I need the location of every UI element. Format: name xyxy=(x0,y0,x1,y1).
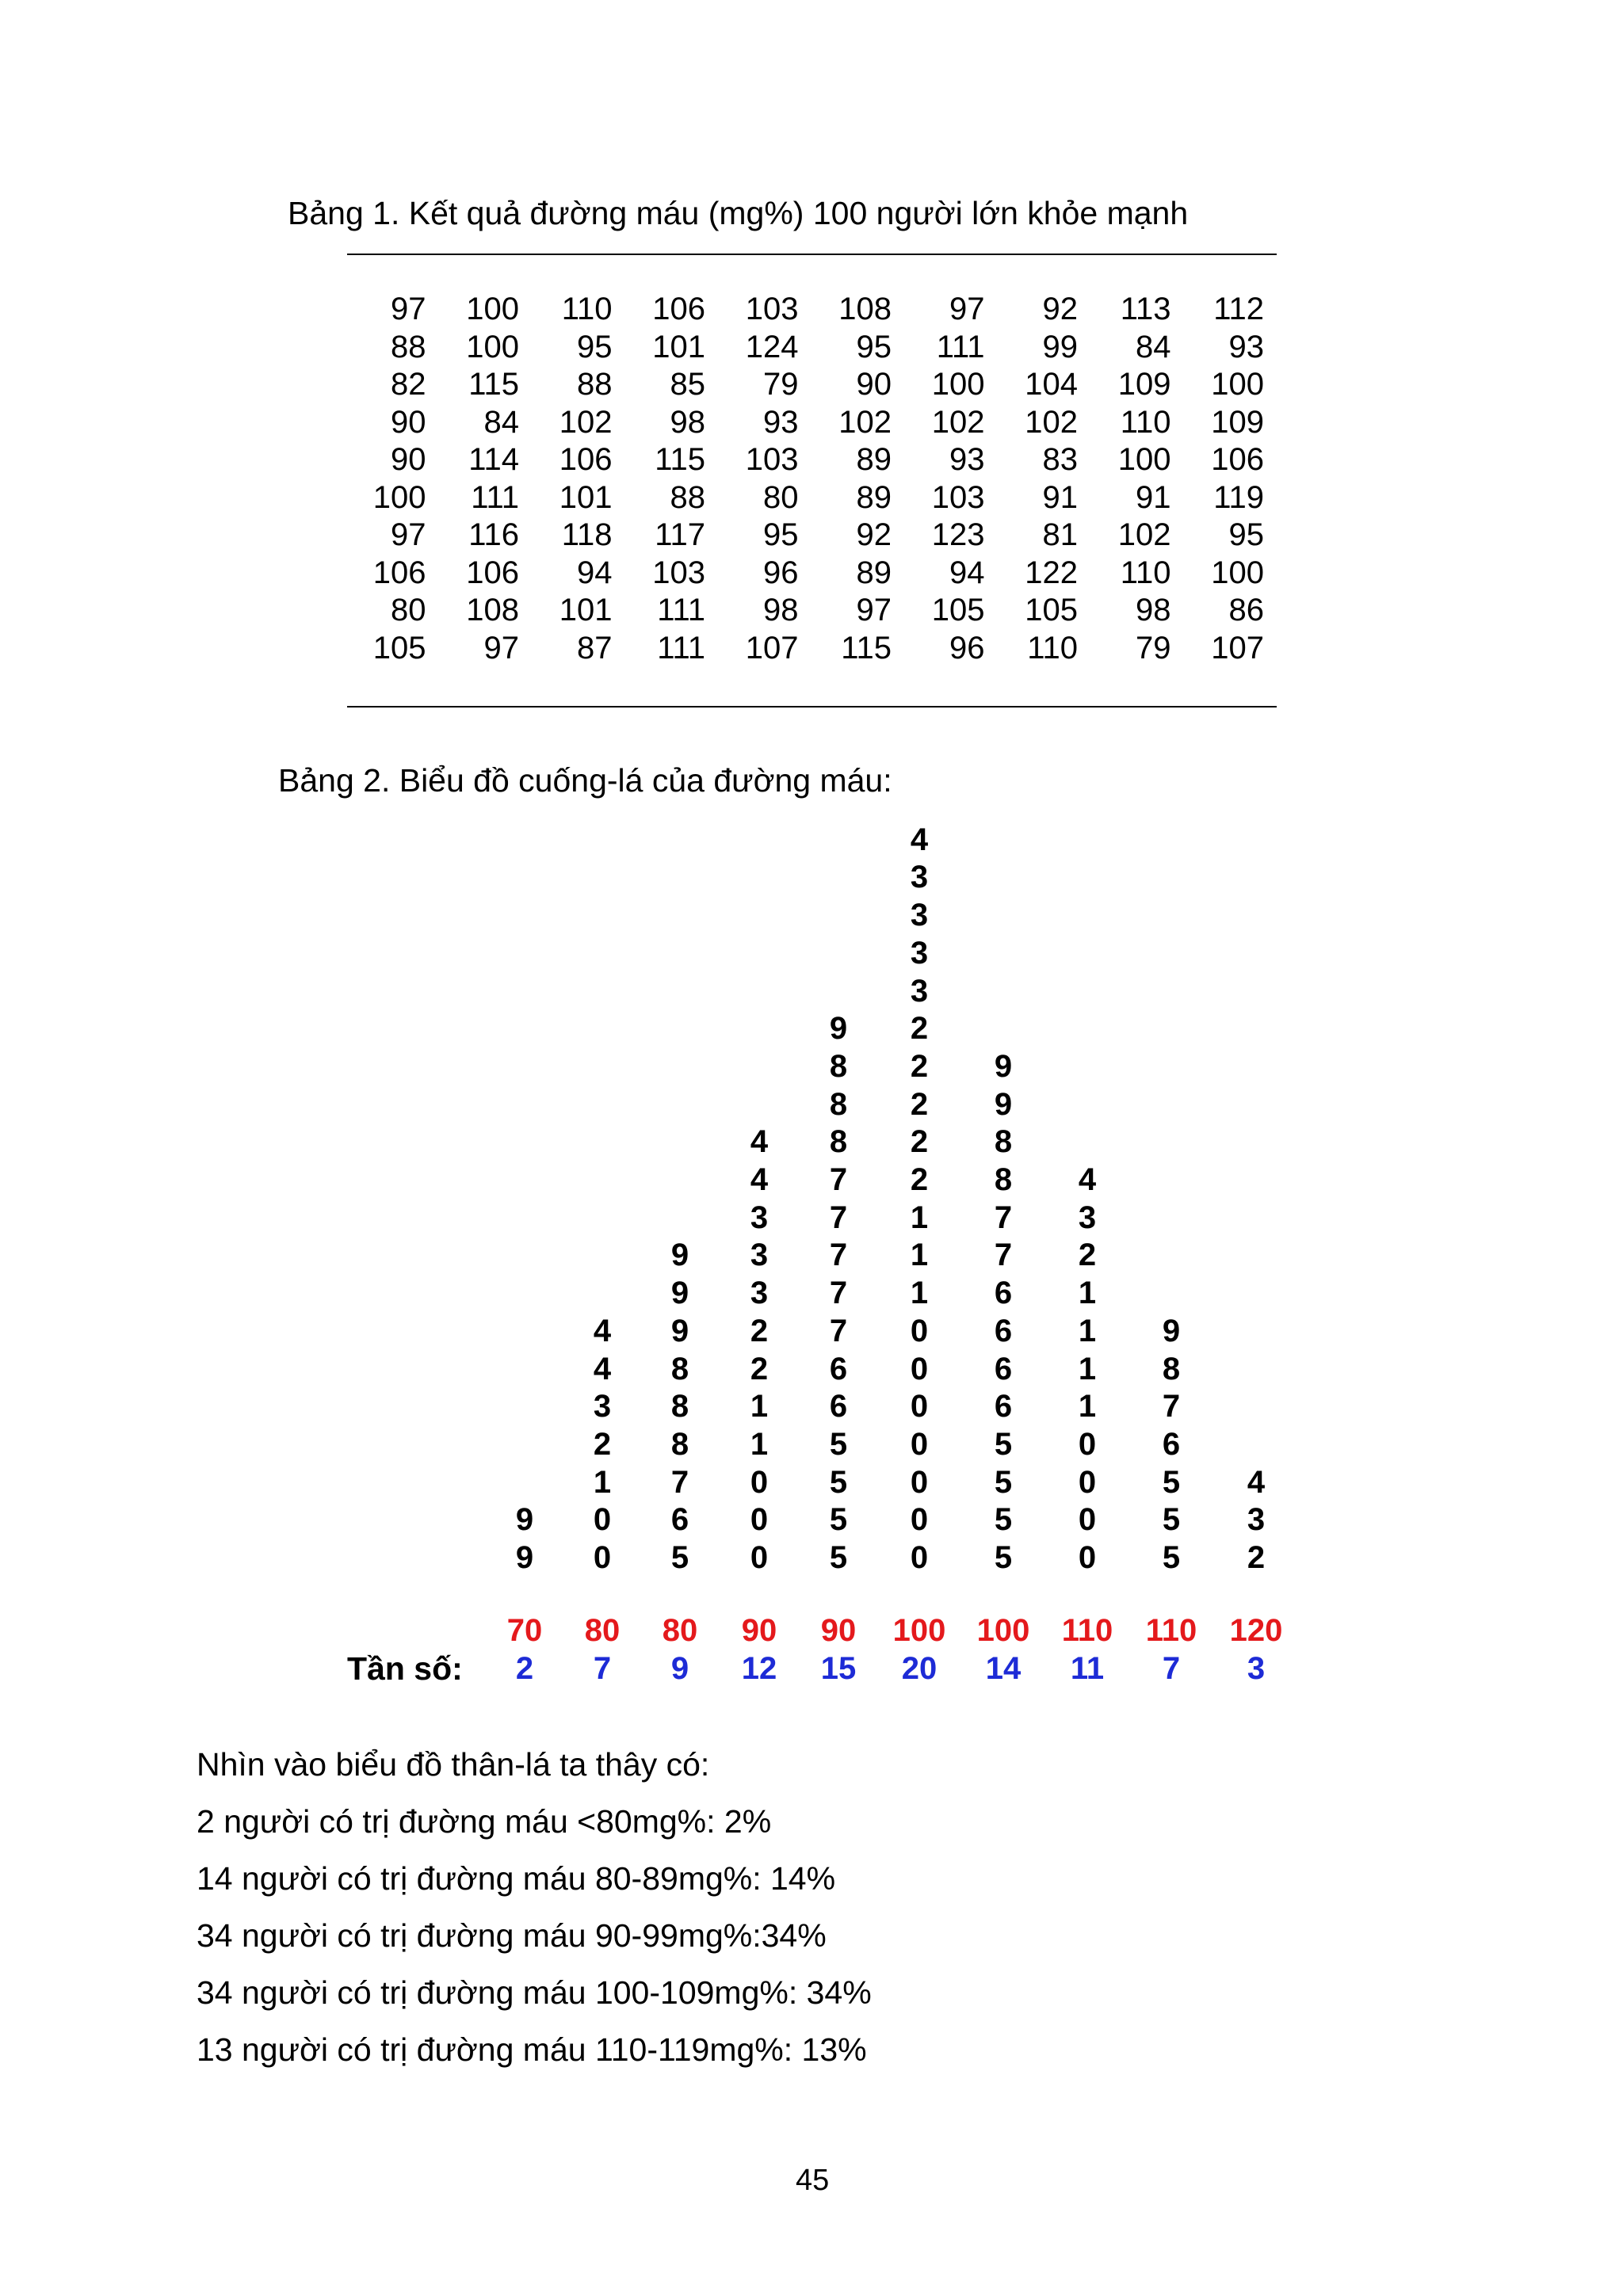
table-cell: 103 xyxy=(652,555,705,590)
table-cell: 115 xyxy=(468,367,519,402)
stem-leaf-digit: 5 xyxy=(1162,1502,1181,1538)
table-cell: 88 xyxy=(577,367,613,402)
table-cell: 92 xyxy=(856,517,892,552)
stem-leaf-digit: 8 xyxy=(829,1124,848,1160)
table-cell: 102 xyxy=(931,404,985,440)
table-cell: 118 xyxy=(561,517,613,552)
table-cell: 101 xyxy=(559,593,613,627)
stem-leaf-digit: 1 xyxy=(1078,1389,1097,1425)
table-cell: 98 xyxy=(670,404,705,440)
table-cell: 83 xyxy=(1042,442,1078,477)
stem-value: 90 xyxy=(820,1613,857,1648)
table-cell: 93 xyxy=(949,442,985,477)
table-cell: 93 xyxy=(763,404,799,440)
stem-leaf-digit: 9 xyxy=(1162,1313,1181,1348)
table-cell: 114 xyxy=(468,442,519,477)
frequency-value: 7 xyxy=(1162,1651,1181,1686)
stem-leaf-digit: 6 xyxy=(994,1351,1013,1386)
table-cell: 97 xyxy=(391,517,426,552)
frequency-value: 7 xyxy=(593,1651,612,1686)
table-cell: 97 xyxy=(949,292,985,326)
frequency-value: 14 xyxy=(985,1651,1022,1686)
table1-top-rule xyxy=(347,254,1277,255)
frequency-label: Tần số: xyxy=(347,1650,463,1687)
stem-leaf-digit: 5 xyxy=(829,1426,848,1462)
stem-leaf-digit: 3 xyxy=(593,1389,612,1425)
stem-leaf-digit: 1 xyxy=(750,1389,769,1425)
summary-intro: Nhìn vào biểu đồ thân-lá ta thây có: xyxy=(197,1746,710,1783)
stem-leaf-digit: 3 xyxy=(1247,1502,1266,1538)
stem-leaf-digit: 3 xyxy=(910,860,929,895)
frequency-value: 2 xyxy=(515,1651,534,1686)
stem-leaf-digit: 5 xyxy=(829,1464,848,1500)
stem-leaf-digit: 3 xyxy=(750,1199,769,1235)
table-cell: 82 xyxy=(391,367,426,402)
stem-leaf-digit: 6 xyxy=(994,1276,1013,1311)
frequency-value: 3 xyxy=(1247,1651,1266,1686)
table-cell: 89 xyxy=(856,555,892,590)
stem-leaf-digit: 2 xyxy=(750,1351,769,1386)
stem-leaf-digit: 9 xyxy=(515,1502,534,1538)
table-cell: 106 xyxy=(1211,442,1264,477)
stem-leaf-digit: 7 xyxy=(829,1276,848,1311)
table-cell: 94 xyxy=(577,555,613,590)
stem-leaf-digit: 2 xyxy=(750,1313,769,1348)
stem-leaf-digit: 5 xyxy=(994,1426,1013,1462)
stem-leaf-digit: 0 xyxy=(593,1540,612,1575)
table-cell: 119 xyxy=(1213,479,1264,515)
page-number: 45 xyxy=(796,2164,830,2197)
stem-leaf-digit: 5 xyxy=(829,1502,848,1538)
table-cell: 94 xyxy=(949,555,985,590)
stem-leaf-digit: 7 xyxy=(829,1238,848,1273)
table-cell: 96 xyxy=(763,555,799,590)
table-cell: 109 xyxy=(1117,367,1171,402)
table-cell: 103 xyxy=(745,442,799,477)
table-cell: 79 xyxy=(763,367,799,402)
stem-leaf-digit: 1 xyxy=(910,1276,929,1311)
stem-leaf-digit: 2 xyxy=(910,1086,929,1122)
stem-leaf-digit: 4 xyxy=(593,1313,612,1348)
table-cell: 100 xyxy=(372,479,426,515)
stem-leaf-digit: 5 xyxy=(994,1502,1013,1538)
table-cell: 85 xyxy=(670,367,705,402)
table-cell: 90 xyxy=(391,404,426,440)
stem-leaf-digit: 6 xyxy=(829,1389,848,1425)
table-cell: 106 xyxy=(466,555,519,590)
table-cell: 97 xyxy=(856,593,892,627)
stem-leaf-digit: 0 xyxy=(750,1464,769,1500)
table-cell: 111 xyxy=(657,630,705,666)
stem-leaf-digit: 0 xyxy=(1078,1426,1097,1462)
stem-leaf-digit: 0 xyxy=(750,1502,769,1538)
table-cell: 102 xyxy=(1025,404,1078,440)
stem-leaf-digit: 0 xyxy=(910,1389,929,1425)
table-cell: 122 xyxy=(1025,555,1078,590)
stem-leaf-digit: 4 xyxy=(593,1351,612,1386)
stem-leaf-digit: 5 xyxy=(994,1540,1013,1575)
stem-leaf-digit: 2 xyxy=(593,1426,612,1462)
table-cell: 91 xyxy=(1042,479,1078,515)
stem-value: 110 xyxy=(1061,1613,1113,1648)
table-cell: 115 xyxy=(655,442,705,477)
stem-leaf-digit: 7 xyxy=(994,1238,1013,1273)
stem-leaf-digit: 3 xyxy=(910,935,929,971)
stem-leaf-digit: 4 xyxy=(1078,1162,1097,1197)
stem-leaf-digit: 3 xyxy=(750,1276,769,1311)
stem-leaf-digit: 8 xyxy=(994,1124,1013,1160)
stem-leaf-digit: 9 xyxy=(670,1238,689,1273)
stem-leaf-digit: 4 xyxy=(910,822,929,857)
table-cell: 107 xyxy=(745,630,799,666)
table-cell: 98 xyxy=(763,593,799,627)
stem-leaf-digit: 1 xyxy=(910,1199,929,1235)
table-cell: 105 xyxy=(1025,593,1078,627)
stem-leaf-digit: 7 xyxy=(1162,1389,1181,1425)
stem-leaf-digit: 3 xyxy=(750,1238,769,1273)
stem-value: 100 xyxy=(892,1613,946,1648)
stem-leaf-digit: 0 xyxy=(910,1313,929,1348)
stem-leaf-digit: 0 xyxy=(910,1502,929,1538)
table-cell: 100 xyxy=(1211,367,1264,402)
stem-value: 70 xyxy=(506,1613,543,1648)
table-cell: 111 xyxy=(657,593,705,627)
table1-bottom-rule xyxy=(347,706,1277,707)
summary-line: 2 người có trị đường máu <80mg%: 2% xyxy=(197,1803,772,1840)
table-cell: 95 xyxy=(763,517,799,552)
frequency-value: 20 xyxy=(901,1651,938,1686)
table-cell: 112 xyxy=(1213,292,1264,326)
table-cell: 96 xyxy=(949,630,985,666)
stem-leaf-digit: 6 xyxy=(670,1502,689,1538)
table-cell: 88 xyxy=(391,329,426,364)
table-cell: 110 xyxy=(1120,404,1171,440)
table-cell: 124 xyxy=(745,329,799,364)
table-cell: 106 xyxy=(559,442,613,477)
table-cell: 93 xyxy=(1228,329,1264,364)
stem-leaf-digit: 0 xyxy=(910,1351,929,1386)
table-cell: 95 xyxy=(1228,517,1264,552)
table-cell: 110 xyxy=(561,292,613,326)
stem-leaf-digit: 0 xyxy=(1078,1464,1097,1500)
table-cell: 81 xyxy=(1042,517,1078,552)
table-cell: 106 xyxy=(372,555,426,590)
table2-caption: Bảng 2. Biểu đồ cuống-lá của đường máu: xyxy=(278,762,892,799)
stem-leaf-digit: 2 xyxy=(910,1162,929,1197)
stem-value: 100 xyxy=(976,1613,1030,1648)
table-cell: 117 xyxy=(655,517,705,552)
table-cell: 80 xyxy=(763,479,799,515)
stem-leaf-digit: 9 xyxy=(670,1276,689,1311)
stem-leaf-digit: 2 xyxy=(910,1124,929,1160)
table-cell: 111 xyxy=(936,329,985,364)
stem-leaf-digit: 3 xyxy=(910,973,929,1009)
table-cell: 100 xyxy=(931,367,985,402)
table-cell: 116 xyxy=(468,517,519,552)
stem-leaf-digit: 7 xyxy=(829,1162,848,1197)
table-cell: 110 xyxy=(1120,555,1171,590)
table-cell: 100 xyxy=(466,292,519,326)
table-cell: 100 xyxy=(1211,555,1264,590)
stem-leaf-digit: 6 xyxy=(829,1351,848,1386)
frequency-value: 11 xyxy=(1070,1651,1105,1686)
stem-leaf-digit: 4 xyxy=(1247,1464,1266,1500)
table-cell: 88 xyxy=(670,479,705,515)
table-cell: 102 xyxy=(559,404,613,440)
frequency-value: 15 xyxy=(820,1651,857,1686)
stem-leaf-digit: 2 xyxy=(910,1011,929,1047)
stem-leaf-digit: 8 xyxy=(670,1389,689,1425)
table-cell: 98 xyxy=(1136,593,1171,627)
frequency-value: 9 xyxy=(670,1651,689,1686)
table-cell: 103 xyxy=(745,292,799,326)
table-cell: 89 xyxy=(856,442,892,477)
stem-leaf-digit: 0 xyxy=(910,1464,929,1500)
table-cell: 99 xyxy=(1042,329,1078,364)
table-cell: 106 xyxy=(652,292,705,326)
table-cell: 113 xyxy=(1120,292,1171,326)
summary-line: 34 người có trị đường máu 90-99mg%:34% xyxy=(197,1917,827,1954)
stem-leaf-digit: 2 xyxy=(1247,1540,1266,1575)
table-cell: 101 xyxy=(559,479,613,515)
table-cell: 95 xyxy=(856,329,892,364)
stem-leaf-digit: 2 xyxy=(910,1048,929,1084)
stem-leaf-digit: 8 xyxy=(670,1351,689,1386)
summary-line: 34 người có trị đường máu 100-109mg%: 34% xyxy=(197,1974,872,2011)
table-cell: 102 xyxy=(838,404,892,440)
stem-leaf-digit: 1 xyxy=(1078,1313,1097,1348)
stem-leaf-digit: 4 xyxy=(750,1162,769,1197)
stem-leaf-digit: 5 xyxy=(1162,1464,1181,1500)
stem-leaf-digit: 6 xyxy=(1162,1426,1181,1462)
table-cell: 101 xyxy=(652,329,705,364)
stem-leaf-digit: 7 xyxy=(994,1199,1013,1235)
stem-leaf-digit: 0 xyxy=(593,1502,612,1538)
stem-leaf-digit: 1 xyxy=(750,1426,769,1462)
table-cell: 90 xyxy=(391,442,426,477)
stem-leaf-digit: 1 xyxy=(593,1464,612,1500)
stem-leaf-digit: 1 xyxy=(1078,1351,1097,1386)
table-cell: 105 xyxy=(931,593,985,627)
table-cell: 80 xyxy=(391,593,426,627)
stem-leaf-digit: 0 xyxy=(750,1540,769,1575)
stem-leaf-digit: 2 xyxy=(1078,1238,1097,1273)
stem-leaf-digit: 4 xyxy=(750,1124,769,1160)
table-cell: 123 xyxy=(931,517,985,552)
stem-leaf-digit: 3 xyxy=(910,898,929,933)
table-cell: 100 xyxy=(1117,442,1171,477)
table-cell: 105 xyxy=(372,630,426,666)
stem-leaf-digit: 9 xyxy=(994,1086,1013,1122)
stem-leaf-digit: 7 xyxy=(829,1199,848,1235)
stem-leaf-digit: 9 xyxy=(515,1540,534,1575)
stem-leaf-digit: 5 xyxy=(994,1464,1013,1500)
table-cell: 87 xyxy=(577,630,613,666)
table-cell: 84 xyxy=(1136,329,1171,364)
stem-leaf-digit: 8 xyxy=(1162,1351,1181,1386)
stem-leaf-digit: 7 xyxy=(829,1313,848,1348)
table-cell: 111 xyxy=(471,479,519,515)
stem-leaf-digit: 5 xyxy=(829,1540,848,1575)
table-cell: 86 xyxy=(1228,593,1264,627)
table-cell: 110 xyxy=(1027,630,1078,666)
table-cell: 103 xyxy=(931,479,985,515)
table-cell: 108 xyxy=(466,593,519,627)
stem-value: 80 xyxy=(662,1613,698,1648)
table-cell: 97 xyxy=(483,630,519,666)
stem-value: 80 xyxy=(584,1613,621,1648)
table-cell: 90 xyxy=(856,367,892,402)
table-cell: 104 xyxy=(1025,367,1078,402)
table-cell: 97 xyxy=(391,292,426,326)
stem-leaf-digit: 8 xyxy=(829,1048,848,1084)
stem-leaf-digit: 0 xyxy=(1078,1540,1097,1575)
table1-caption: Bảng 1. Kết quả đường máu (mg%) 100 người lớn khỏe mạnh xyxy=(288,195,1189,231)
table-cell: 79 xyxy=(1136,630,1171,666)
table-cell: 91 xyxy=(1136,479,1171,515)
table-cell: 84 xyxy=(483,404,519,440)
stem-leaf-digit: 6 xyxy=(994,1313,1013,1348)
stem-leaf-digit: 1 xyxy=(1078,1276,1097,1311)
table-cell: 115 xyxy=(841,630,892,666)
stem-value: 90 xyxy=(741,1613,777,1648)
table-cell: 92 xyxy=(1042,292,1078,326)
stem-leaf-digit: 1 xyxy=(910,1238,929,1273)
stem-leaf-digit: 5 xyxy=(1162,1540,1181,1575)
stem-leaf-digit: 5 xyxy=(670,1540,689,1575)
table-cell: 89 xyxy=(856,479,892,515)
stem-leaf-digit: 9 xyxy=(994,1048,1013,1084)
summary-line: 14 người có trị đường máu 80-89mg%: 14% xyxy=(197,1860,836,1897)
stem-value: 110 xyxy=(1145,1613,1197,1648)
table-cell: 108 xyxy=(838,292,892,326)
stem-leaf-digit: 9 xyxy=(670,1313,689,1348)
stem-value: 120 xyxy=(1229,1613,1283,1648)
frequency-value: 12 xyxy=(741,1651,777,1686)
summary-line: 13 người có trị đường máu 110-119mg%: 13% xyxy=(197,2031,867,2068)
table-cell: 109 xyxy=(1211,404,1264,440)
stem-leaf-digit: 3 xyxy=(1078,1199,1097,1235)
table-cell: 95 xyxy=(577,329,613,364)
table-cell: 107 xyxy=(1211,630,1264,666)
stem-leaf-digit: 7 xyxy=(670,1464,689,1500)
stem-leaf-digit: 8 xyxy=(994,1162,1013,1197)
stem-leaf-digit: 9 xyxy=(829,1011,848,1047)
table-cell: 102 xyxy=(1117,517,1171,552)
stem-leaf-digit: 6 xyxy=(994,1389,1013,1425)
stem-leaf-digit: 0 xyxy=(1078,1502,1097,1538)
stem-leaf-digit: 8 xyxy=(829,1086,848,1122)
stem-leaf-digit: 0 xyxy=(910,1426,929,1462)
stem-leaf-digit: 0 xyxy=(910,1540,929,1575)
table-cell: 100 xyxy=(466,329,519,364)
stem-leaf-digit: 8 xyxy=(670,1426,689,1462)
